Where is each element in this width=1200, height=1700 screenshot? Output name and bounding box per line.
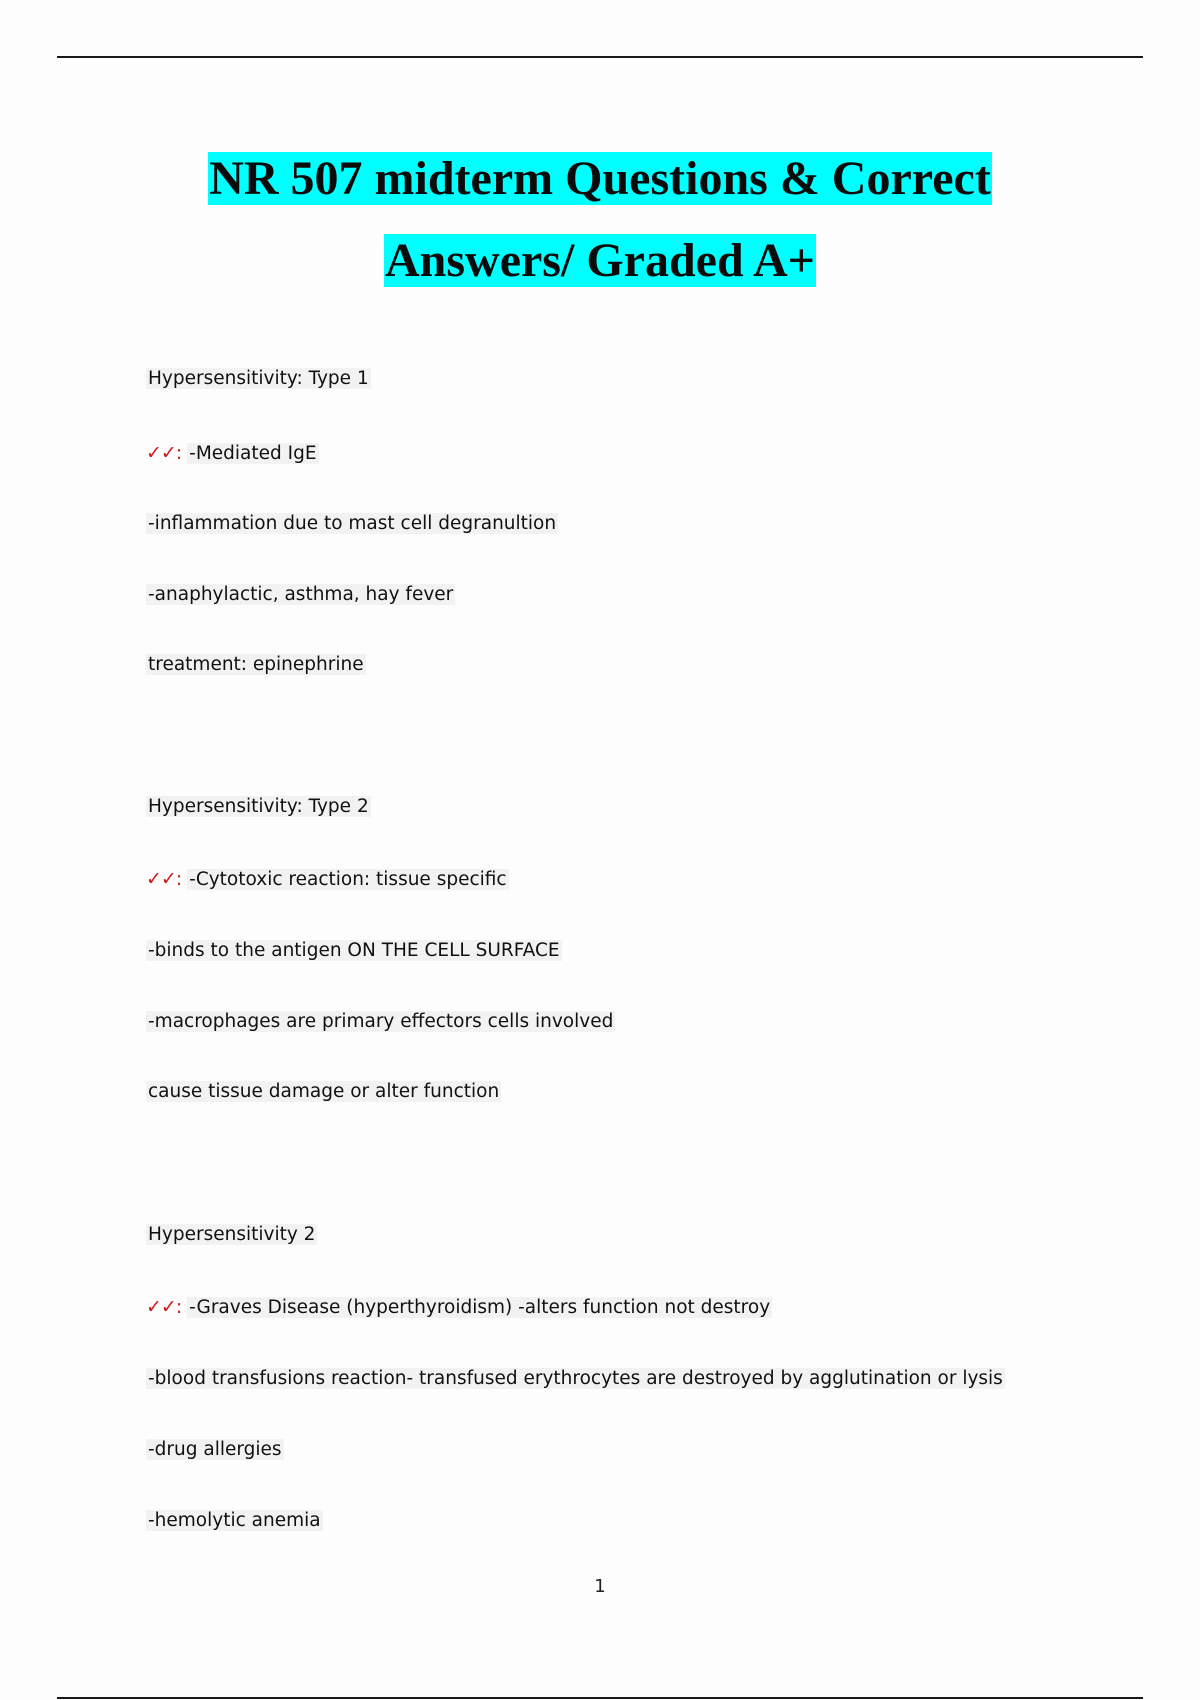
answer-1-line-2: -anaphylactic, asthma, hay fever — [148, 584, 454, 605]
question-3: Hypersensitivity 2 — [148, 1224, 316, 1245]
answer-3-line-1: -blood transfusions reaction- transfused erythrocytes are destroyed by agglutination or lysis — [148, 1368, 1003, 1389]
title-line-1: NR 507 midterm Questions & Correct — [209, 152, 991, 205]
answer-2-line-3: cause tissue damage or alter function — [148, 1081, 500, 1102]
question-1: Hypersensitivity: Type 1 — [148, 368, 369, 389]
title-line-2: Answers/ Graded A+ — [384, 234, 816, 287]
answer-1-first: ✓✓: -Mediated IgE — [146, 442, 317, 464]
question-2: Hypersensitivity: Type 2 — [148, 796, 369, 817]
answer-2-line-1: -binds to the antigen ON THE CELL SURFACE — [148, 940, 560, 961]
answer-3-line-2: -drug allergies — [148, 1439, 282, 1460]
answer-1-line-3: treatment: epinephrine — [148, 654, 364, 675]
check-mark-icon: ✓✓: — [146, 442, 182, 464]
footer-rule — [57, 1697, 1143, 1699]
answer-3-first: ✓✓: -Graves Disease (hyperthyroidism) -alters function not destroy — [146, 1296, 771, 1318]
document-title — [0, 138, 1200, 302]
header-rule — [57, 56, 1143, 58]
page-number: 1 — [594, 1576, 606, 1597]
answer-2-first: ✓✓: -Cytotoxic reaction: tissue specific — [146, 868, 507, 890]
answer-2-line-2: -macrophages are primary effectors cells involved — [148, 1011, 614, 1032]
answer-1-line-1: -inflammation due to mast cell degranultion — [148, 513, 557, 534]
check-mark-icon: ✓✓: — [146, 1296, 182, 1318]
answer-3-line-3: -hemolytic anemia — [148, 1510, 321, 1531]
check-mark-icon: ✓✓: — [146, 868, 182, 890]
